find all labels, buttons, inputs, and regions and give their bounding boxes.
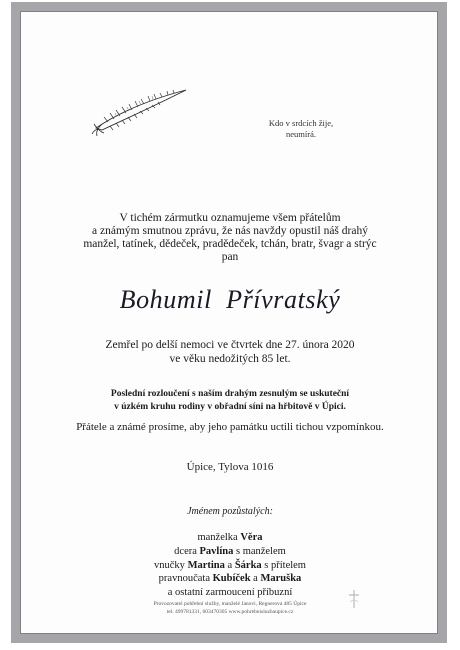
intro-line-4: pan xyxy=(221,251,239,263)
intro-line-1: V tichém zármutku oznamujeme všem přátelům xyxy=(119,212,341,224)
funeral-line-2: v úzkém kruhu rodiny v obřadní síni na hřbitově v Úpici. xyxy=(114,402,346,412)
mourner-line xyxy=(80,572,380,586)
death-line-1: Zemřel po delší nemoci ve čtvrtek dne 27. února 2020 xyxy=(105,339,355,351)
funeral-info xyxy=(60,388,400,414)
mourner-suffix: s manželem xyxy=(233,545,286,557)
cross-logo-icon xyxy=(345,588,363,610)
intro-line-2: a známým smutnou zprávu, že nás navždy opustil náš drahý xyxy=(92,225,368,237)
mourner-suffix: s přítelem xyxy=(261,559,306,571)
mourner-conjunction: a xyxy=(250,573,261,585)
announcement-intro xyxy=(70,212,390,264)
mourners-title: Jménem pozůstalých: xyxy=(187,506,273,517)
mourner-conjunction: a xyxy=(224,559,235,571)
mourner-line xyxy=(80,559,380,573)
death-line-2: ve věku nedožitých 85 let. xyxy=(169,352,291,365)
mourners-list xyxy=(80,531,380,600)
footer-line-1: Provozovatel pohřební služby, manželé Janovi, Regnerova 485 Úpice xyxy=(153,601,307,607)
deceased-name: Bohumil Přívratský xyxy=(119,285,341,314)
motto-line-2: neumírá. xyxy=(286,129,316,139)
funeral-line-1: Poslední rozloučení s naším drahým zesnulým se uskuteční xyxy=(110,389,350,399)
mourner-relation: manželka xyxy=(197,532,241,543)
address: Úpice, Tylova 1016 xyxy=(186,461,274,473)
mourner-relation: a ostatní zarmoucení příbuzní xyxy=(167,587,293,599)
mourner-name: Šárka xyxy=(234,559,262,571)
mourner-name: Věra xyxy=(240,532,263,543)
remembrance-request: Přátele a známé prosíme, aby jeho památku uctili tichou vzpomínkou. xyxy=(76,421,384,433)
motto-line-1: Kdo v srdcích žije, xyxy=(268,118,334,128)
mourner-name: Martina xyxy=(187,559,225,571)
mourner-name: Kubíček xyxy=(212,573,251,585)
funeral-service-footer xyxy=(100,600,360,616)
mourner-relation: pravnoučata xyxy=(158,573,213,585)
motto xyxy=(266,118,336,140)
mourner-relation: vnučky xyxy=(154,559,188,571)
intro-line-3: manžel, tatínek, dědeček, pradědeček, tchán, bratr, švagr a strýc xyxy=(83,238,377,250)
footer-line-2: tel. 499781331, 603470305 www.pohrebnisluzbaupice.cz xyxy=(166,609,294,615)
mourner-name: Maruška xyxy=(260,573,302,585)
mourner-relation: dcera xyxy=(174,545,200,557)
mourner-line xyxy=(80,545,380,559)
death-notice xyxy=(60,339,400,366)
mourner-line xyxy=(80,586,380,600)
mourner-line xyxy=(80,531,380,545)
feather-icon xyxy=(82,86,192,138)
mourner-name: Pavlína xyxy=(199,545,234,557)
